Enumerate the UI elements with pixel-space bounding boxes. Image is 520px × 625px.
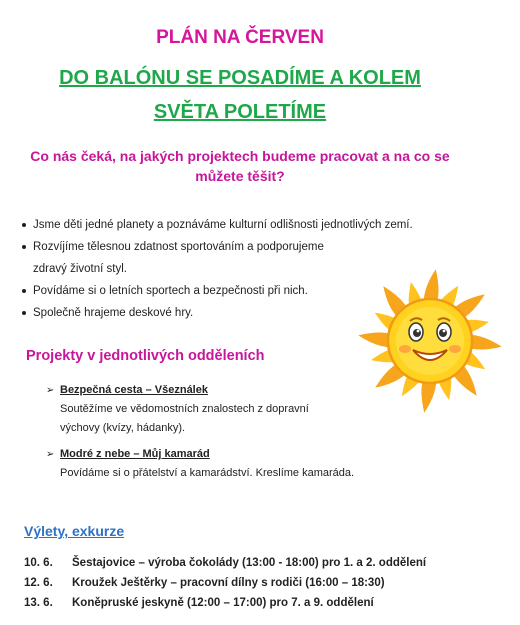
- projects-heading: Projekty v jednotlivých odděleních: [26, 348, 265, 364]
- headline-line-1-text: DO BALÓNU SE POSADÍME A KOLEM: [59, 67, 421, 89]
- document-title: PLÁN NA ČERVEN: [156, 27, 324, 48]
- project-name: Modré z nebe – Můj kamarád: [60, 448, 210, 460]
- project-name: Bezpečná cesta – Všeználek: [60, 384, 208, 396]
- trip-date: 12. 6.: [24, 577, 53, 589]
- list-item: [22, 214, 492, 236]
- headline-line-2: [0, 101, 480, 124]
- trip-date: 10. 6.: [24, 557, 53, 569]
- trip-row: [24, 573, 426, 593]
- trip-row: [24, 553, 426, 573]
- project-description-line: Povídáme si o přátelství a kamarádství. Kreslíme kamaráda.: [60, 467, 355, 479]
- trip-text: Šestajovice – výroba čokolády (13:00 - 18:00) pro 1. a 2. oddělení: [72, 557, 427, 569]
- bullet-text: zdravý životní styl.: [33, 263, 127, 275]
- bullet-dot-icon: [22, 245, 26, 249]
- bullet-dot-icon: [22, 223, 26, 227]
- arrow-bullet-icon: ➢: [46, 449, 55, 460]
- bullet-dot-icon: [22, 311, 26, 315]
- trip-date: 13. 6.: [24, 597, 53, 609]
- bullet-dot-icon: [22, 289, 26, 293]
- list-item: [22, 236, 492, 258]
- trip-text: Kroužek Ještěrky – pracovní dílny s rodiči (16:00 – 18:30): [72, 577, 385, 589]
- project-description-line: Soutěžíme ve vědomostních znalostech z dopravní: [60, 403, 309, 415]
- bullet-text: Jsme děti jedné planety a poznáváme kulturní odlišnosti jednotlivých zemí.: [33, 219, 413, 231]
- trips-list: [24, 553, 426, 613]
- question-text: Co nás čeká, na jakých projektech budeme pracovat a na co se můžete těšit?: [30, 148, 450, 184]
- trip-row: [24, 593, 426, 613]
- headline-line-2-text: SVĚTA POLETÍME: [153, 101, 327, 123]
- headline-line-1: [0, 67, 480, 90]
- trips-heading: Výlety, exkurze: [24, 523, 125, 539]
- project-item: [46, 445, 380, 483]
- project-description-line: výchovy (kvízy, hádanky).: [60, 422, 186, 434]
- project-item: [46, 381, 380, 438]
- bullet-text: Rozvíjíme tělesnou zdatnost sportováním a podporujeme: [33, 241, 324, 253]
- bullet-text: Povídáme si o letních sportech a bezpečnosti při nich.: [33, 285, 308, 297]
- bullet-text: Společně hrajeme deskové hry.: [33, 307, 194, 319]
- smiling-sun-icon: [355, 266, 505, 416]
- arrow-bullet-icon: ➢: [46, 385, 55, 396]
- trip-text: Koněpruské jeskyně (12:00 – 17:00) pro 7. a 9. oddělení: [72, 597, 374, 609]
